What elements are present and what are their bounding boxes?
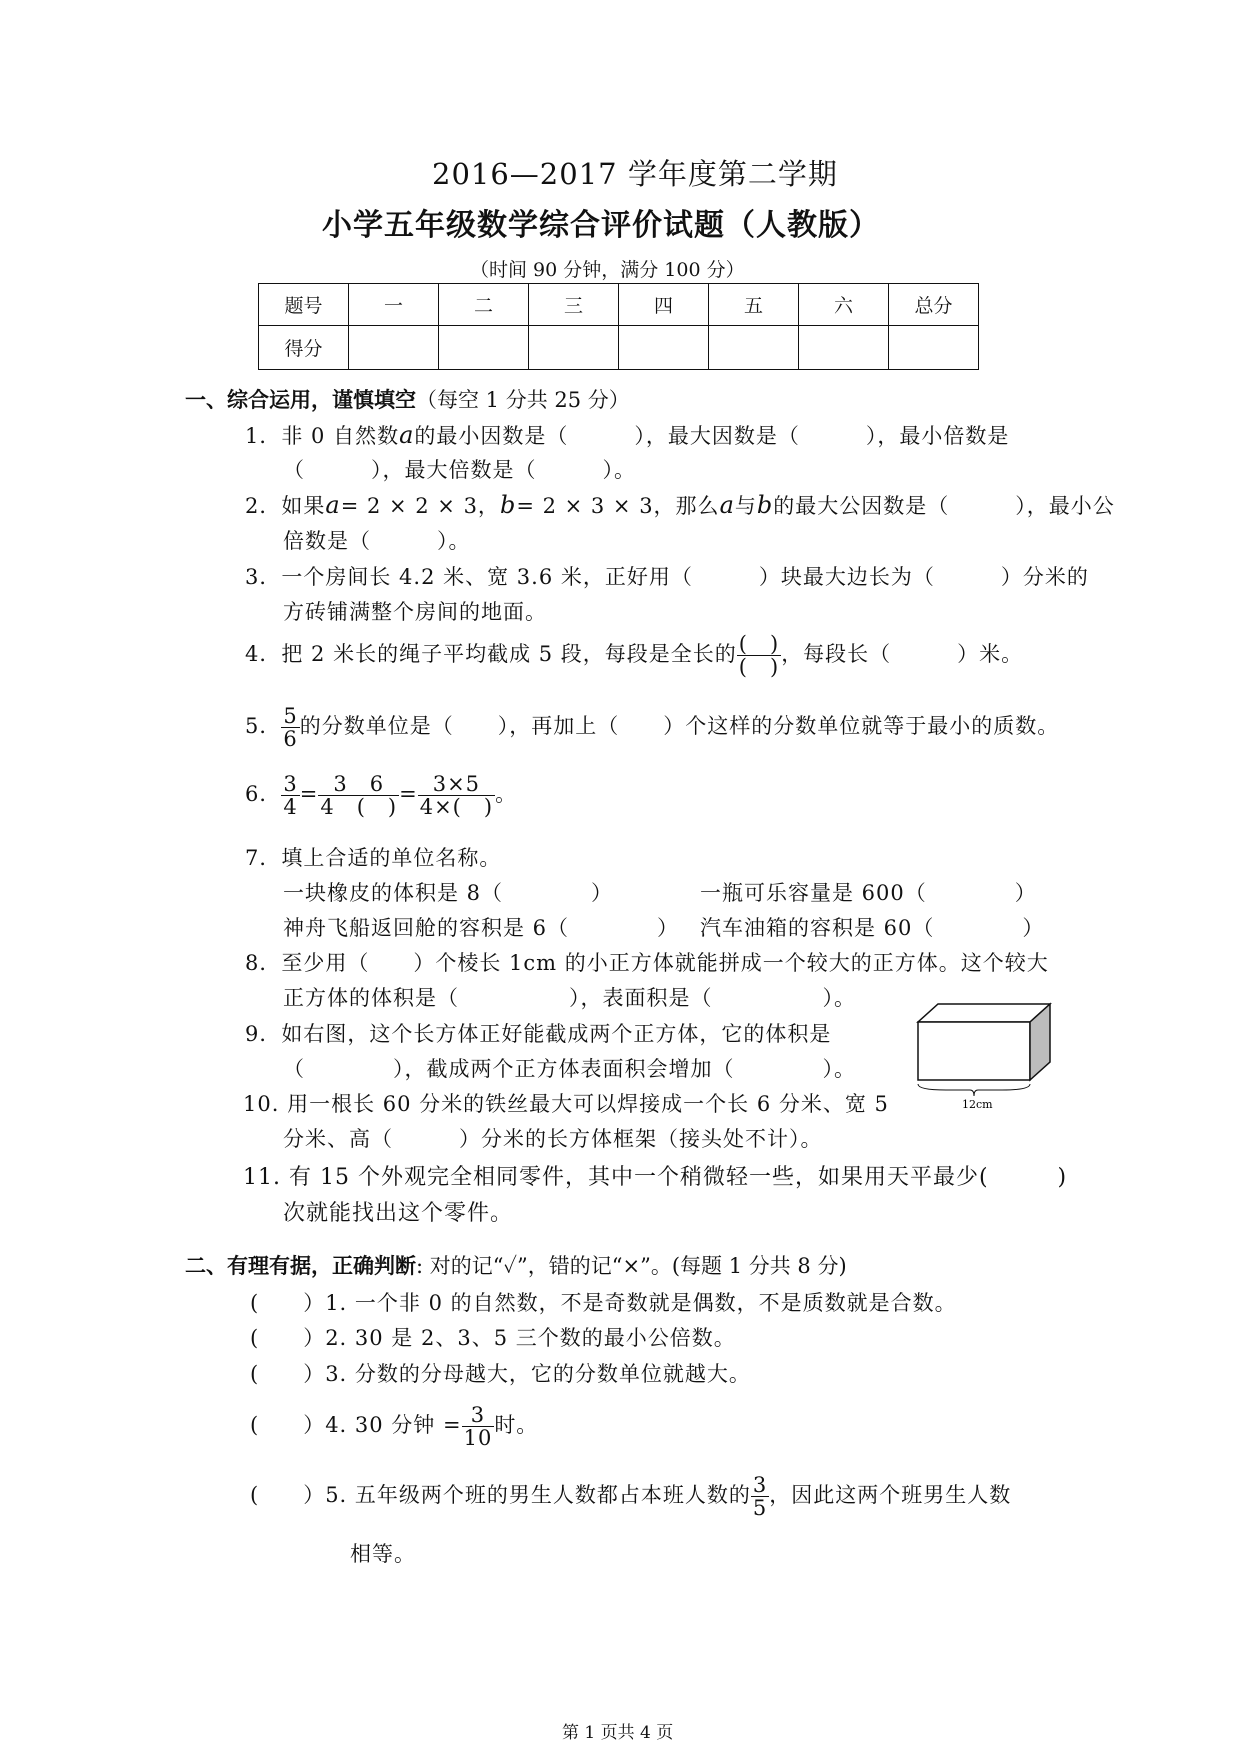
score-cell[interactable] <box>619 326 709 370</box>
fraction-denominator: 5 <box>752 1496 768 1521</box>
fraction-numerator: 3×5 <box>418 773 495 796</box>
q2-var: a <box>719 491 735 519</box>
score-table <box>258 283 979 370</box>
question-7-left-2: 神舟飞船返回舱的容积是 6（ ） <box>283 916 680 940</box>
question-3-line1: 3．一个房间长 4.2 米、宽 3.6 米，正好用（ ）块最大边长为（ ）分米的 <box>245 565 1089 589</box>
score-header-cell: 四 <box>619 284 709 326</box>
fraction-numerator: 3 <box>752 1473 768 1497</box>
section2-title: 二、有理有据，正确判断 <box>185 1254 416 1278</box>
fraction-numerator: 3 <box>283 772 298 796</box>
question-7-right-1: 一瓶可乐容量是 600（ ） <box>700 881 1037 905</box>
fraction-numerator: 3 <box>462 1404 495 1427</box>
fraction-denominator: 6 <box>283 727 298 752</box>
exam-title: 小学五年级数学综合评价试题（人教版） <box>322 208 880 243</box>
q6-fraction-2 <box>318 773 399 818</box>
question-7-left-1: 一块橡皮的体积是 8（ ） <box>283 881 614 905</box>
question-2-line2: 倍数是（ ）。 <box>283 529 471 553</box>
cuboid-figure <box>910 1002 1060 1110</box>
score-header-cell: 六 <box>799 284 889 326</box>
judgement-item-5 <box>250 1474 1011 1519</box>
item5-text: ( ）5. 五年级两个班的男生人数都占本班人数的 <box>250 1483 751 1508</box>
question-11-line1: 11. 有 15 个外观完全相同零件，其中一个稍微轻一些，如果用天平最少( ) <box>243 1165 1068 1190</box>
item4-fraction <box>462 1404 495 1449</box>
question-9-line1: 9．如右图，这个长方体正好能截成两个正方体，它的体积是 <box>245 1022 832 1046</box>
fraction-denominator: ( ) <box>738 655 780 680</box>
score-header-cell: 二 <box>439 284 529 326</box>
score-cell[interactable] <box>439 326 529 370</box>
q2-text: 与 <box>734 494 757 518</box>
q5-text: 5． <box>245 714 282 739</box>
section2-heading <box>185 1250 847 1280</box>
year-title: 2016—2017 学年度第二学期 <box>432 157 838 191</box>
q4-text: 4．把 2 米长的绳子平均截成 5 段，每段是全长的 <box>245 642 737 667</box>
question-4 <box>245 633 1023 678</box>
judgement-item-4 <box>250 1404 538 1449</box>
score-cell[interactable] <box>349 326 439 370</box>
question-8-line1: 8．至少用（ ）个棱长 1cm 的小正方体就能拼成一个较大的正方体。这个较大 <box>245 951 1049 975</box>
judgement-item-1: ( ）1. 一个非 0 的自然数，不是奇数就是偶数，不是质数就是合数。 <box>250 1291 957 1315</box>
question-7-right-2: 汽车油箱的容积是 60（ ） <box>700 916 1045 940</box>
score-header-cell: 题号 <box>259 284 349 326</box>
question-10-line1: 10. 用一根长 60 分米的铁丝最大可以焊接成一个长 6 分米、宽 5 <box>243 1092 889 1116</box>
score-cell[interactable] <box>709 326 799 370</box>
score-cell[interactable] <box>529 326 619 370</box>
q1-var: a <box>399 421 415 449</box>
equals-sign: = <box>299 782 319 807</box>
q2-text: 的最大公因数是（ ），最小公 <box>773 494 1115 518</box>
question-1-line2: （ ），最大倍数是（ ）。 <box>283 458 636 482</box>
q6-text: 6． <box>245 782 282 807</box>
fraction-denominator: 4×( ) <box>419 795 494 820</box>
section1-note: （每空 1 分共 25 分） <box>416 388 630 412</box>
question-2-line1 <box>245 490 1115 520</box>
q1-text: 的最小因数是（ ），最大因数是（ ），最小倍数是 <box>414 424 1010 448</box>
fraction-denominator: 4 ( ) <box>320 795 398 820</box>
q2-var: a <box>325 491 341 519</box>
q6-text: 。 <box>495 782 518 807</box>
section1-title: 一、综合运用，谨慎填空 <box>185 388 416 412</box>
equals-sign: = <box>399 782 418 807</box>
question-3-line2: 方砖铺满整个房间的地面。 <box>283 600 547 624</box>
q6-fraction-1 <box>281 773 299 818</box>
q5-fraction <box>281 705 299 750</box>
question-7-intro: 7．填上合适的单位名称。 <box>245 846 502 870</box>
q2-var: b <box>756 491 774 519</box>
q1-text: 1．非 0 自然数 <box>245 424 400 448</box>
question-9-line2: （ ），截成两个正方体表面积会增加（ ）。 <box>283 1057 856 1081</box>
question-6 <box>245 773 517 818</box>
q2-text: = 2 × 3 × 3，那么 <box>516 494 720 518</box>
item5-text: ，因此这两个班男生人数 <box>769 1483 1012 1508</box>
fraction-numerator: 3 6 <box>318 773 399 796</box>
question-1-line1 <box>245 420 1009 450</box>
q6-fraction-3 <box>418 773 495 818</box>
question-10-line2: 分米、高（ ）分米的长方体框架（接头处不计）。 <box>283 1127 823 1151</box>
judgement-item-3: ( ）3. 分数的分母越大，它的分数单位就越大。 <box>250 1362 751 1386</box>
score-header-cell: 五 <box>709 284 799 326</box>
q2-var: b <box>499 491 517 519</box>
score-header-cell: 三 <box>529 284 619 326</box>
section2-note: : 对的记“✓”，错的记“×”。(每题 1 分共 8 分) <box>416 1254 847 1278</box>
score-header-cell: 一 <box>349 284 439 326</box>
fraction-denominator: 10 <box>463 1426 493 1451</box>
q5-text: 的分数单位是（ ），再加上（ ）个这样的分数单位就等于最小的质数。 <box>299 714 1060 739</box>
section1-heading <box>185 384 630 414</box>
score-cell[interactable] <box>889 326 979 370</box>
judgement-item-2: ( ）2. 30 是 2、3、5 三个数的最小公倍数。 <box>250 1326 736 1350</box>
exam-subtitle: （时间 90 分钟，满分 100 分） <box>470 259 745 281</box>
fraction-numerator: ( ) <box>738 632 780 656</box>
score-header-cell: 总分 <box>889 284 979 326</box>
q4-text: ，每段长（ ）米。 <box>781 642 1024 667</box>
score-row-label: 得分 <box>259 326 349 370</box>
judgement-item-5-line2: 相等。 <box>350 1542 416 1566</box>
q2-text: 2．如果 <box>245 494 326 518</box>
item5-fraction <box>751 1474 769 1519</box>
question-11-line2: 次就能找出这个零件。 <box>283 1201 514 1226</box>
item4-text: 时。 <box>494 1413 539 1438</box>
page-number: 第 1 页共 4 页 <box>562 1723 674 1743</box>
fraction-denominator: 4 <box>283 795 298 820</box>
item4-text: ( ）4. 30 分钟 = <box>250 1413 462 1438</box>
question-8-line2: 正方体的体积是（ ），表面积是（ ）。 <box>283 986 856 1010</box>
q2-text: = 2 × 2 × 3， <box>340 494 500 518</box>
question-5 <box>245 705 1059 750</box>
fraction-numerator: 5 <box>283 704 298 728</box>
score-cell[interactable] <box>799 326 889 370</box>
q4-fraction <box>737 633 781 678</box>
figure-dimension-label: 12cm <box>962 1098 993 1110</box>
